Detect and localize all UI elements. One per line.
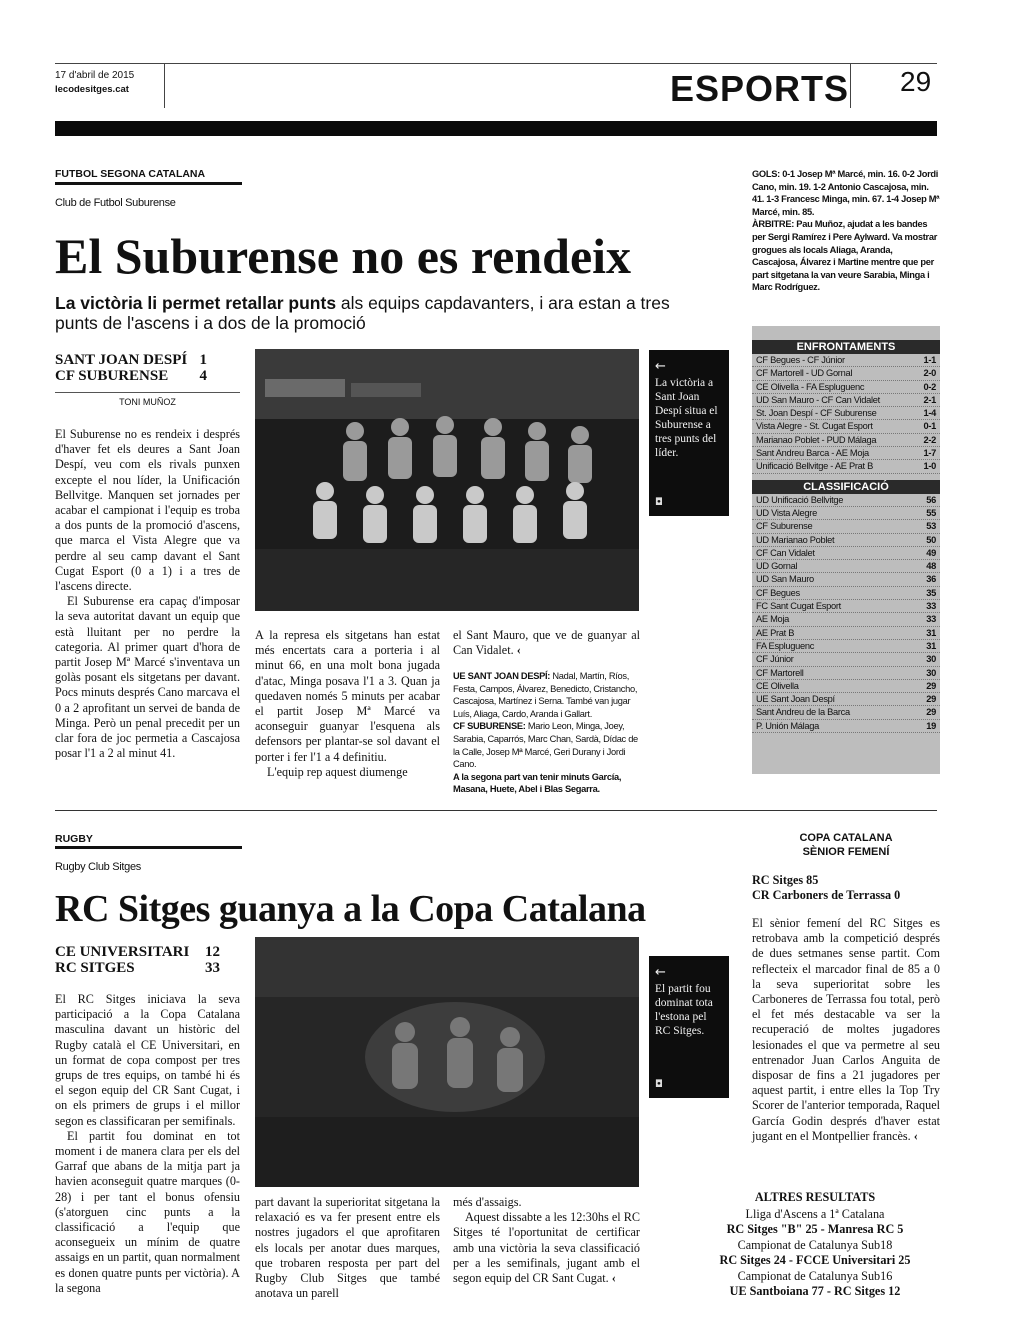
author: TONI MUÑOZ	[119, 397, 176, 407]
standing-points: 19	[926, 720, 936, 731]
team-home: CE UNIVERSITARI	[55, 944, 190, 960]
masthead-divider	[850, 63, 851, 108]
standing-points: 31	[926, 627, 936, 638]
fixtures-title: ENFRONTAMENTS	[752, 340, 940, 354]
site-url[interactable]: lecodesitges.cat	[55, 84, 129, 95]
team-photo-image	[255, 349, 639, 611]
standing-points: 33	[926, 614, 936, 625]
standing-team: AE Prat B	[756, 627, 795, 638]
team-photo	[255, 349, 639, 611]
standing-team: CF Suburense	[756, 521, 813, 532]
referee: ÀRBITRE: Pau Muñoz, ajudat a les bandes per Sergi Ramírez i Pere Aylward. Va mostrar grogues als locals Aliaga, Aranda, Cascajosa, Álvarez i Martine mentre que per part sitgetana la van veure Sarabia, Minga i Marc Rodríguez.	[752, 219, 938, 293]
lineup-away: Mario Leon, Minga, Joey, Sarabia, Caparrós, Marc Chan, Sardà, Dídac de la Calle, Josep Mª Marcé, Geri Durany i Jordi Cano.	[453, 721, 638, 770]
standing-row	[752, 706, 940, 719]
standing-points: 49	[926, 547, 936, 558]
score-line: RC Sitges 85	[752, 873, 819, 887]
standing-team: UE Sant Joan Despí	[756, 694, 835, 705]
fixture-score: 0-2	[923, 381, 936, 392]
photo-caption: El partit fou dominat tota l'estona pel RC Sitges.	[655, 983, 713, 1037]
standings-list	[752, 494, 940, 733]
fixture-row	[752, 354, 940, 367]
fixture-row	[752, 420, 940, 433]
fixture-score: 1-4	[923, 408, 936, 419]
standing-team: UD Gornal	[756, 561, 798, 572]
kicker-bold: La victòria li permet retallar punts	[55, 293, 337, 313]
fixture-match: St. Joan Despí - CF Suburense	[756, 408, 877, 419]
camera-icon: ◘	[655, 497, 663, 508]
standing-team: CE Olivella	[756, 680, 799, 691]
standing-points: 30	[926, 667, 936, 678]
fixture-match: CF Begues - CF Júnior	[756, 355, 845, 365]
standing-row	[752, 600, 940, 613]
paragraph: El partit fou dominat en tot moment i de manera clara per els del Garraf que abans de la mitja part ja havien aconseguit quatre marques (0-28) i per tant el bonus ofensiu (s'atorguen cinc punts a la classificació a l'equip que aconsegueix un mínim de quatre assaigs en un partit, quan normalment es donen quatre punts per victòria). A la segona	[55, 1128, 240, 1295]
match-photo	[255, 937, 639, 1187]
match-photo-image	[255, 937, 639, 1187]
paragraph: part davant la superioritat sitgetana la relaxació es va fer present entre els nostres jugadors el que aprofitaren els locals per anotar dues marques, que trobaren resposta per part del Rugby Club Sitges que també anotava un parell	[255, 1195, 440, 1301]
paragraph: El RC Sitges iniciava la seva participació a la Copa Catalana masculina davant un històric del Rugby català el CE Universitari, en un format de copa compost per tres grups de tres equips, on també hi és el segon equip del CR Sant Cugat, i on els primers de grups i el millor segon es classificaran per semifinals.	[55, 992, 240, 1128]
standing-row	[752, 627, 940, 640]
article-column-3	[453, 628, 640, 658]
masthead-divider	[164, 63, 165, 108]
league-tables	[752, 326, 940, 774]
fixture-match: Sant Andreu Barca - AE Moja	[756, 448, 869, 459]
standing-team: CF Can Vidalet	[756, 547, 815, 558]
end-mark-icon: ‹	[611, 1271, 616, 1286]
fixture-match: CF Martorell - UD Gornal	[756, 368, 853, 379]
section-rule	[55, 182, 242, 185]
paragraph: Aquest dissabte a les 12:30hs el RC Sitges té l'oportunitat de certificar amb una victòria la seva classificació per a les semifinals, jugant amb el segon equip del CR Sant Cugat.	[453, 1210, 640, 1286]
fixtures-list	[752, 354, 940, 474]
standing-points: 56	[926, 494, 936, 505]
standing-row	[752, 667, 940, 680]
other-results-title: ALTRES RESULTATS	[754, 1190, 876, 1204]
sidebar-text	[752, 916, 940, 1144]
fixture-score: 1-7	[923, 448, 936, 459]
standing-team: UD Unificació Bellvitge	[756, 494, 844, 505]
article-column-2	[255, 628, 440, 780]
masthead-bar	[55, 121, 937, 136]
other-results-list	[690, 1207, 940, 1300]
standing-team: FC Sant Cugat Esport	[756, 601, 841, 612]
club-name: Club de Futbol Suburense	[55, 197, 176, 209]
standing-row	[752, 547, 940, 560]
fixture-match: Unificació Bellvitge - AE Prat B	[756, 461, 873, 472]
other-result-line: Lliga d'Ascens a 1ª Catalana	[745, 1206, 885, 1221]
score-home: 12	[205, 944, 220, 960]
score-away: 33	[205, 960, 220, 976]
team-away: RC SITGES	[55, 960, 135, 976]
standing-points: 31	[926, 640, 936, 651]
scoreline	[55, 352, 207, 384]
fixture-row	[752, 447, 940, 460]
paragraph: L'equip rep aquest diumenge	[267, 764, 408, 779]
article-column-3	[453, 1195, 640, 1286]
goals: GOLS: 0-1 Josep Mª Marcé, min. 16. 0-2 Jordi Cano, min. 19. 1-2 Antonio Cascajosa, min. 41. 1-3 Francesc Minga, min. 67. 1-4 Josep Mª Marcé, min. 85.	[752, 169, 940, 217]
paragraph: més d'assaigs.	[453, 1195, 522, 1209]
page-number: 29	[900, 66, 932, 97]
standing-points: 29	[926, 694, 936, 705]
standing-row	[752, 560, 940, 573]
fixture-score: 1-0	[923, 461, 936, 472]
section-label: FUTBOL SEGONA CATALANA	[55, 168, 206, 180]
fixture-score: 2-2	[923, 434, 936, 445]
arrow-left-icon: ←	[655, 965, 666, 980]
standing-row	[752, 693, 940, 706]
team-away: CF SUBURENSE	[55, 368, 169, 384]
fixture-score: 1-1	[923, 355, 936, 365]
end-mark-icon: ‹	[913, 1128, 918, 1143]
masthead-rule	[55, 63, 937, 64]
standing-row	[752, 613, 940, 626]
lineup-subs: A la segona part van tenir minuts García, Masana, Huete, Abel i Blas Segarra.	[453, 771, 622, 795]
standing-points: 50	[926, 534, 936, 545]
fixture-match: Vista Alegre - St. Cugat Esport	[756, 421, 873, 432]
scoreline	[55, 944, 220, 976]
standing-points: 33	[926, 601, 936, 612]
club-name: Rugby Club Sitges	[55, 861, 142, 873]
standing-row	[752, 653, 940, 666]
standing-team: CF Begues	[756, 587, 800, 598]
lineup-home-label: UE SANT JOAN DESPÍ:	[453, 671, 551, 681]
standings-title: CLASSIFICACIÓ	[752, 480, 940, 494]
standing-points: 36	[926, 574, 936, 585]
photo-caption-box	[649, 956, 729, 1098]
standing-points: 35	[926, 587, 936, 598]
section-title: ESPORTS	[670, 68, 850, 109]
sidebar-subtitle: SÈNIOR FEMENÍ	[802, 846, 890, 858]
score-line: CR Carboners de Terrassa 0	[752, 888, 901, 902]
sidebar-score	[752, 873, 940, 903]
paragraph: El Suburense no es rendeix i després d'haver fet els deures a Sant Joan Despí, veu com els rivals punxen excepte el nou líder, la Unificación Bellvitge. Manquen set jornades per acabar el campionat i l'equip es troba a dos punts de la promoció d'ascens, que marca el Vista Alegre que va perdre al seu camp davant el Sant Cugat Esport (0 a 1) i a tres de l'ascens directe.	[55, 427, 240, 594]
other-result-line: UE Santboiana 77 - RC Sitges 12	[729, 1284, 901, 1298]
photo-caption: La victòria a Sant Joan Despí situa el Suburense a tres punts del líder.	[655, 377, 718, 459]
standing-points: 53	[926, 521, 936, 532]
team-home: SANT JOAN DESPÍ	[55, 352, 188, 368]
byline-rule	[55, 392, 240, 393]
fixture-match: UD San Mauro - CF Can Vidalet	[756, 394, 880, 405]
other-result-line: RC Sitges 24 - FCCE Universitari 25	[719, 1253, 911, 1267]
sidebar-title: COPA CATALANA	[799, 832, 893, 844]
other-result-line: Campionat de Catalunya Sub16	[737, 1268, 893, 1283]
standing-team: P. Unión Málaga	[756, 720, 820, 731]
fixture-row	[752, 407, 940, 420]
article-column-2	[255, 1195, 440, 1301]
article-column-1	[55, 992, 240, 1296]
standing-team: AE Moja	[756, 614, 790, 625]
fixture-row	[752, 381, 940, 394]
other-results	[690, 1190, 940, 1300]
standing-points: 55	[926, 507, 936, 518]
standing-team: UD Marianao Poblet	[756, 534, 835, 545]
fixture-row	[752, 394, 940, 407]
paragraph: el Sant Mauro, que ve de guanyar al Can Vidalet.	[453, 628, 640, 658]
camera-icon: ◘	[655, 1079, 663, 1090]
standing-row	[752, 573, 940, 586]
paragraph: El sènior femení del RC Sitges es retrobava amb la competició després de dues setmanes sense partit. Com reflecteix el marcador final de 85 a 0 la seva superioritat sobre les Carboneres de Terrassa fou total, però el fet més destacable va ser la recuperació de moltes jugadores lesionades el que va permetre al seu entrenador Juan Carlos Anguita de disposar de fins a 21 jugadores per aquest partit, i entre elles la Top Try Scorer de l'anterior temporada, Raquel García Godin després d'haver estat jugant en el Montpellier francès.	[752, 916, 940, 1143]
fixture-score: 2-1	[923, 394, 936, 405]
arrow-left-icon: ←	[655, 359, 666, 374]
kicker-rest: als equips capdavanters, i ara estan a tres punts de l'ascens i a dos de la promoció	[55, 293, 670, 333]
lineup-away-label: CF SUBURENSE:	[453, 721, 526, 732]
lineups	[453, 670, 640, 796]
standing-team: CF Martorell	[756, 667, 804, 678]
standing-row	[752, 680, 940, 693]
standing-row	[752, 720, 940, 733]
section-label: RUGBY	[55, 833, 93, 845]
standing-team: CF Júnior	[756, 654, 794, 665]
paragraph: A la represa els sitgetans han estat més encertats cara a porteria i al minut 66, en una molt bona jugada d'atac, Minga posava l'1 a 3. Quan ja quedaven només 5 minuts per acabar el partit Josep Mª Marcé va aconseguir guanyar l'esquena als defensors per plantar-se sol davant el porter i fer l'1 a 4 definitiu.	[255, 628, 440, 764]
article-column-1	[55, 427, 240, 761]
headline: El Suburense no es rendeix	[55, 228, 632, 284]
other-result-line: Campionat de Catalunya Sub18	[737, 1237, 893, 1252]
fixture-row	[752, 460, 940, 473]
end-mark-icon: ‹	[516, 643, 521, 658]
fixture-score: 2-0	[923, 368, 936, 379]
standing-team: UD Vista Alegre	[756, 507, 817, 518]
fixture-match: Marianao Poblet - PUD Málaga	[756, 434, 877, 445]
standing-row	[752, 494, 940, 507]
headline: RC Sitges guanya a la Copa Catalana	[55, 888, 646, 930]
fixture-match: CE Olivella - FA Espluguenc	[756, 381, 865, 392]
fixture-score: 0-1	[923, 421, 936, 432]
section-divider	[55, 810, 937, 811]
standing-points: 48	[926, 561, 936, 572]
standing-team: UD San Mauro	[756, 574, 814, 585]
standing-row	[752, 587, 940, 600]
lineup-home: Nadal, Martín, Ríos, Festa, Campos, Álvarez, Benedicto, Cristancho, Cascajosa, Martínez i Serna. També van jugar Luís, Aliaga, Cardo, Aranda i Gallart.	[453, 671, 638, 719]
fixture-row	[752, 367, 940, 380]
standing-team: FA Espluguenc	[756, 640, 815, 651]
standing-points: 29	[926, 680, 936, 691]
standing-row	[752, 534, 940, 547]
standing-points: 30	[926, 654, 936, 665]
paragraph: El Suburense era capaç d'imposar la seva autoritat davant un equip que està lluitant per no perdre la categoria. Al primer quart d'hora de partit Josep Mª Marcé s'inventava un golàs posant els sitgetans per davant. Pocs minuts després Cano marcava el 0 a 2 aprofitant un servei de banda de Minga. Però un penal precedit per un clar fora de joc permetia a Cascajosa posar l'1 a 2 al minut 41.	[55, 594, 240, 761]
standing-row	[752, 520, 940, 533]
score-away: 4	[199, 368, 207, 384]
standing-team: Sant Andreu de la Barca	[756, 707, 850, 718]
other-result-line: RC Sitges "B" 25 - Manresa RC 5	[726, 1222, 904, 1236]
issue-date: 17 d'abril de 2015	[55, 70, 135, 81]
standing-points: 29	[926, 707, 936, 718]
match-stats	[752, 168, 940, 294]
section-rule	[55, 846, 242, 849]
standing-row	[752, 640, 940, 653]
photo-caption-box	[649, 350, 729, 516]
standing-row	[752, 507, 940, 520]
kicker	[55, 293, 715, 333]
fixture-row	[752, 434, 940, 447]
score-home: 1	[199, 352, 207, 368]
